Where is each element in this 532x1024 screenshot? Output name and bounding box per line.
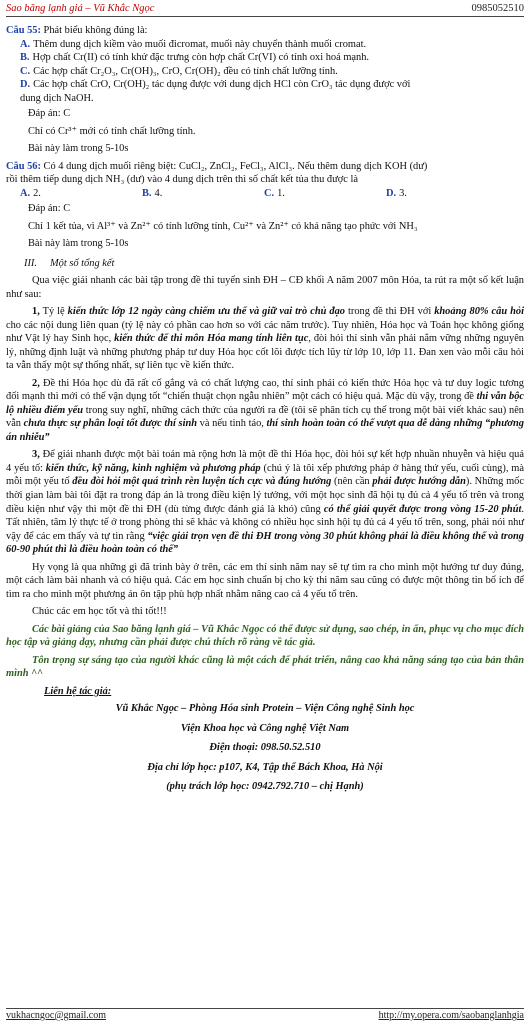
question-label: Câu 56: [6, 160, 41, 172]
option-d-continued: dung dịch NaOH. [20, 92, 94, 104]
question-56 [6, 160, 524, 251]
option-c: C. Các hợp chất Cr₂O₃, Cr(OH)₃, CrO, Cr(OH)₂ đều có tính chất lưỡng tính. [20, 65, 338, 77]
options-row [20, 187, 524, 201]
intro-paragraph: Qua việc giải nhanh các bài tập trong đề thi tuyển sinh ĐH – CĐ khối A năm 2007 môn Hóa, ta rút ra một số kết luận như sau: [6, 275, 524, 300]
thanks-line: Chúc các em học tốt và thi tốt!!! [32, 606, 167, 618]
question-55 [6, 24, 524, 156]
option-d: D. Các hợp chất CrO, Cr(OH)₂ tác dụng được với dung dịch HCl còn CrO₃ tác dụng được với [20, 79, 411, 91]
header-author: Sao băng lạnh giá – Vũ Khắc Ngọc [6, 3, 155, 14]
answer-time: Bài này làm trong 5-10s [28, 238, 129, 250]
contact-name: Vũ Khắc Ngọc – Phòng Hóa sinh Protein – Viện Công nghệ Sinh học [115, 703, 415, 715]
question-55-stem [6, 24, 524, 38]
option-b: B. 4. [142, 187, 163, 199]
answer-time: Bài này làm trong 5-10s [28, 143, 129, 155]
contact-address: Địa chỉ lớp học: p107, K4, Tập thể Bách Khoa, Hà Nội [147, 761, 383, 773]
credit-respect: Tôn trọng sự sáng tạo của người khác cũng là một cách để phát triển, nâng cao khả năng sáng tạo của bản thân mình ^^ [6, 654, 524, 680]
page-content [6, 24, 524, 800]
section-heading [24, 257, 524, 271]
option-c: C. 1. [264, 187, 285, 199]
contact-class-manager: (phụ trách lớp học: 0942.792.710 – chị Hạnh) [166, 781, 364, 793]
question-text: Phát biểu không đúng là: [43, 25, 148, 36]
option-a: A. 2. [20, 187, 41, 199]
conclusion-2: 2, Đề thi Hóa học dù đã rất cố gắng và có chất lượng cao, thí sinh phải có kiến thức Hóa học và tư duy logic tương đối mạnh thì mới có thể vận dụng tốt “chiến thuật chọn ngẫu nhiên” một cách có hiệu quả. Mặc dù vậy, trong đề thi vẫn bộc lộ nhiều điểm yếu trong suy nghĩ, những cách thức của người ra đề (tôi sẽ phân tích cụ thể trong một bài viết khác sau) nên vẫn chưa thực sự phân loại tốt được thí sinh và nếu tinh táo, thí sinh hoàn toàn có thể vượt qua dễ dàng những “phương án nhiễu” [6, 377, 524, 443]
closing-paragraph: Hy vọng là qua những gì đã trình bày ở trên, các em thí sinh năm nay sẽ tự tìm ra cho mình một hướng tư duy đúng, một cách làm bài nhanh và có hiệu quả. Các em học sinh chuẩn bị cho kỳ thi năm sau cũng có được một thông tin bổ ích để tìm ra cho mình một phương án ôn tập phù hợp nhất nhằm nâng cao cả 4 yếu tố trên. [6, 561, 524, 600]
header-phone: 0985052510 [471, 3, 524, 14]
answer: Đáp án: C [28, 203, 71, 215]
page-header [6, 2, 524, 17]
option-b: B. Hợp chất Cr(II) có tính khử đặc trưng còn hợp chất Cr(VI) có tính oxi hoá mạnh. [20, 52, 370, 64]
question-text: Có 4 dung dịch muối riêng biệt: CuCl₂, ZnCl₂, FeCl₃, AlCl₃. Nếu thêm dung dịch KOH (dư) [43, 160, 428, 172]
section-title: Một số tổng kết [50, 257, 115, 269]
option-a: A. Thêm dung dịch kiềm vào muối đicromat, muối này chuyển thành muối cromat. [20, 38, 367, 50]
contact-heading: Liên hệ tác giả: [44, 685, 112, 697]
answer: Đáp án: C [28, 108, 71, 120]
contact-institute: Viện Khoa học và Công nghệ Việt Nam [180, 722, 350, 734]
answer-note: Chỉ 1 kết tủa, vì Al³⁺ và Zn²⁺ có tính lưỡng tính, Cu²⁺ và Zn²⁺ có khả năng tạo phức với NH₃ [28, 220, 418, 232]
footer-website-link[interactable]: http://my.opera.com/saobanglanhgia [378, 1010, 524, 1021]
section-number: III. [24, 257, 37, 269]
contact-phone: Điện thoại: 098.50.52.510 [209, 742, 321, 754]
question-label: Câu 55: [6, 25, 41, 36]
question-56-stem [6, 160, 524, 174]
answer-note: Chỉ có Cr³⁺ mới có tính chất lưỡng tính. [28, 125, 196, 137]
footer-email-link[interactable]: vukhacngoc@gmail.com [6, 1010, 107, 1021]
page-footer [6, 1008, 524, 1023]
option-d: D. 3. [386, 187, 407, 199]
credit-notice: Các bài giảng của Sao băng lạnh giá – Vũ Khắc Ngọc có thể được sử dụng, sao chép, in ấn, phục vụ cho mục đích học tập và giảng dạy, nhưng cần phải được chú thích rõ ràng về tác giả. [6, 623, 524, 649]
conclusion-1: 1, Tỷ lệ kiến thức lớp 12 ngày càng chiếm ưu thế và giữ vai trò chủ đạo trong đề thi ĐH với khoảng 80% câu hỏi cho các nội dung liên quan (tỷ lệ này có phần cao hơn so với các năm trước). Tuy nhiên, Hóa học và Toán học không giống như Vật lý hay Sinh học, kiến thức để thi môn Hóa mang tính liên tục, đòi hỏi thí sinh vẫn phải nắm vững những nguyên lý, những định luật và những phương pháp tư duy Hóa học cốt lõi được tích lũy từ lớp 10, lớp 11. Đan xen vào mỗi câu hỏi ta vẫn thấy một sự thống nhất, sự liên tục về kiến thức. [6, 306, 524, 372]
question-56-stem-continued: rồi thêm tiếp dung dịch NH₃ (dư) vào 4 dung dịch trên thì số chất kết tủa thu được là [6, 174, 358, 186]
conclusion-3: 3, Để giải nhanh được một bài toán mà rộng hơn là một đề thi Hóa học, đòi hỏi sự kết hợp nhuần nhuyễn và hiệu quả 4 yếu tố: kiến thức, kỹ năng, kinh nghiệm và phương pháp (chú ý là tôi xếp phương pháp ở hàng thứ yếu, cuối cùng), mà mỗi một yếu tố đều đòi hỏi một quá trình rèn luyện tích cực và đúng hướng (nên cần phải được hướng dẫn). Những mốc thời gian làm bài tôi đặt ra trong đáp án là trong điều kiện lý tưởng, với một học sinh đã hội tụ đủ cả 4 yếu tố trên và trong điều kiện như vậy thì một đề thi ĐH (dù từng được đánh giá là khó) cũng có thể giải quyết được trong vòng 15-20 phút. Tất nhiên, tâm lý thực tế ở trong phòng thi sẽ khác và không có nhiều học sinh hội tụ đủ cả 4 yếu tố trên, song, phải nói như vậy để các em thấy và tự tin rằng “việc giải trọn vẹn đề thi ĐH trong vòng 30 phút không phải là điều không thể và trong 60-90 phút thì là điều hoàn toàn có thể” [6, 449, 525, 556]
